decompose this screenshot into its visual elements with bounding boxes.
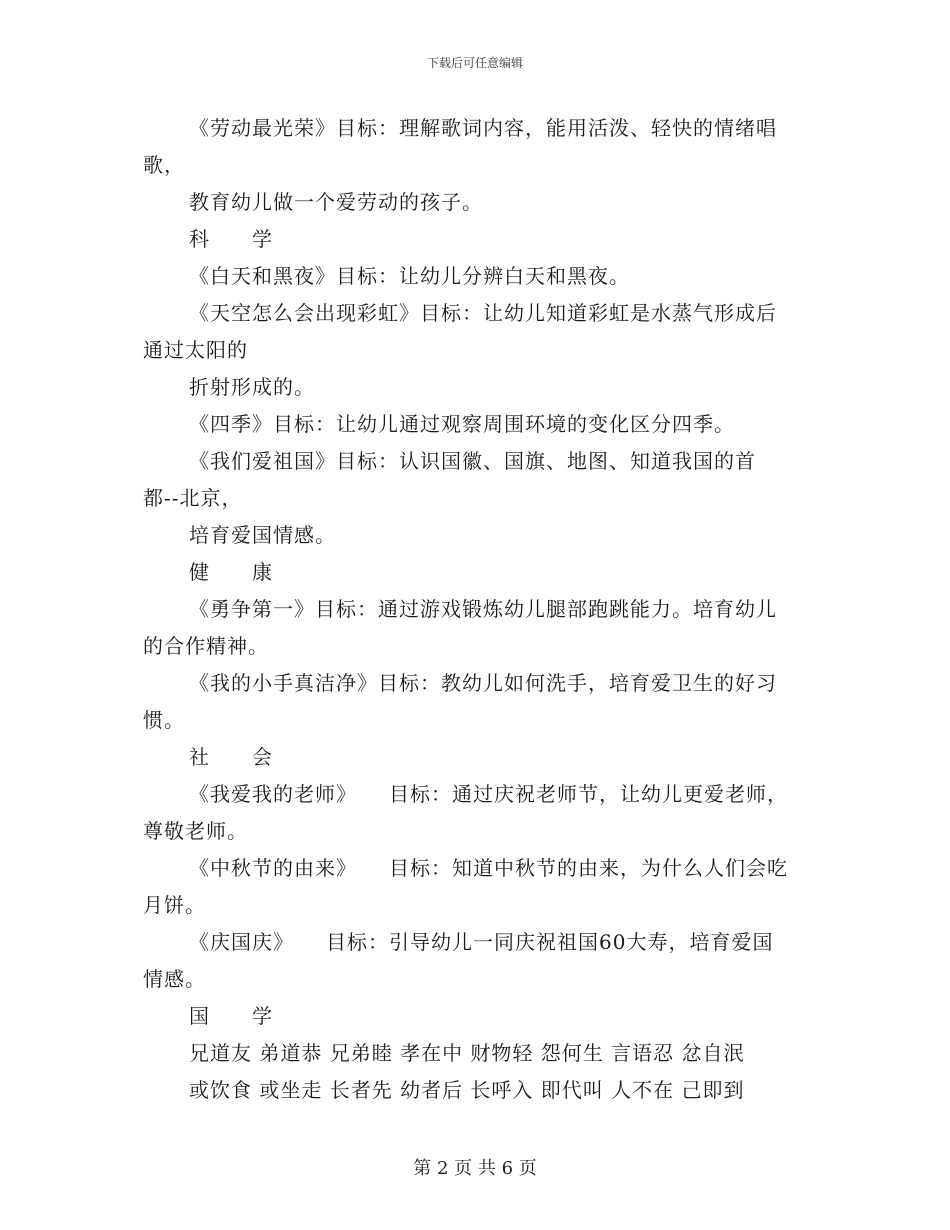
text-line: 《勇争第一》目标：通过游戏锻炼幼儿腿部跑跳能力。培育幼儿 xyxy=(189,597,777,621)
text-line: 尊敬老师。 xyxy=(143,819,248,843)
text-line: 《我爱我的老师》 目标：通过庆祝老师节，让幼儿更爱老师， xyxy=(189,782,788,806)
text-line: 《劳动最光荣》目标：理解歌词内容，能用活泼、轻快的情绪唱 xyxy=(189,116,777,140)
text-line: 《四季》目标：让幼儿通过观察周围环境的变化区分四季。 xyxy=(189,412,735,436)
text-line: 《我的小手真洁净》目标：教幼儿如何洗手，培育爱卫生的好习 xyxy=(189,671,777,695)
text-line: 通过太阳的 xyxy=(143,338,248,362)
text-line: 《庆国庆》 目标：引导幼儿一同庆祝祖国60大寿，培育爱国 xyxy=(189,930,774,954)
text-line: 惯。 xyxy=(143,708,185,732)
text-line: 《我们爱祖国》目标：认识国徽、国旗、地图、知道我国的首 xyxy=(189,449,756,473)
text-line: 或饮食 或坐走 长者先 幼者后 长呼入 即代叫 人不在 己即到 xyxy=(189,1078,745,1102)
text-line: 月饼。 xyxy=(143,893,206,917)
section-heading-science: 科 学 xyxy=(189,227,273,251)
text-line: 的合作精神。 xyxy=(143,634,269,658)
text-line: 教育幼儿做一个爱劳动的孩子。 xyxy=(189,190,483,214)
page-header: 下载后可任意编辑 xyxy=(426,56,523,70)
text-line: 《白天和黑夜》目标：让幼儿分辨白天和黑夜。 xyxy=(189,264,630,288)
text-line: 《天空怎么会出现彩虹》目标：让幼儿知道彩虹是水蒸气形成后 xyxy=(189,301,777,325)
text-line: 歌， xyxy=(143,153,185,177)
section-heading-guoxue: 国 学 xyxy=(189,1004,273,1028)
section-heading-society: 社 会 xyxy=(189,745,273,769)
text-line: 《中秋节的由来》 目标：知道中秋节的由来，为什么人们会吃 xyxy=(189,856,788,880)
text-line: 兄道友 弟道恭 兄弟睦 孝在中 财物轻 怨何生 言语忍 忿自泯 xyxy=(189,1041,745,1065)
text-line: 都--北京， xyxy=(143,486,243,510)
section-heading-health: 健 康 xyxy=(189,560,273,584)
text-line: 培育爱国情感。 xyxy=(189,523,336,547)
page-number: 第 2 页 共 6 页 xyxy=(413,1158,537,1179)
text-line: 情感。 xyxy=(143,967,206,991)
text-line: 折射形成的。 xyxy=(189,375,315,399)
